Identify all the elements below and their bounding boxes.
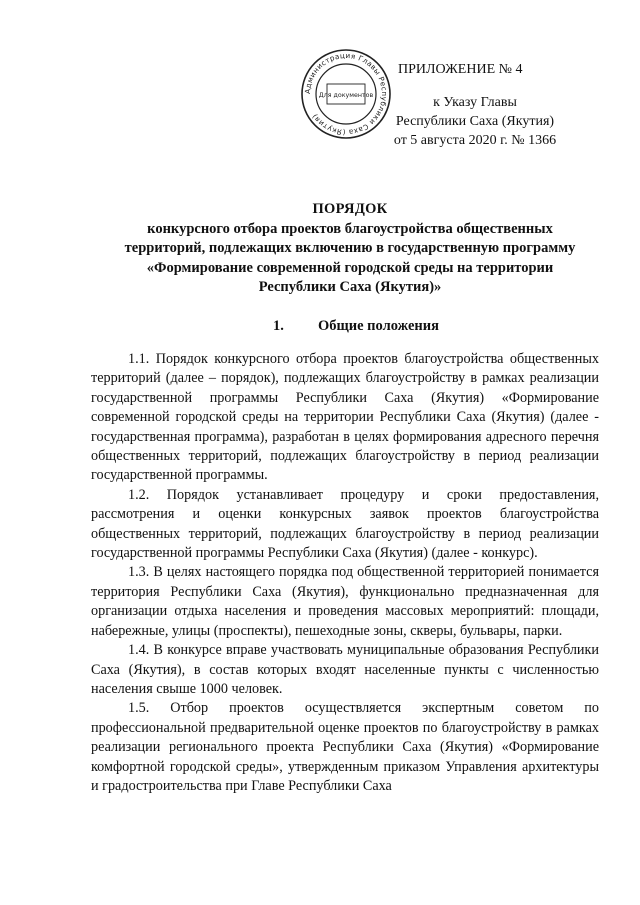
title-line-1: конкурсного отбора проектов благоустройства общественных [147, 220, 553, 237]
paragraph-1-3: 1.3. В целях настоящего порядка под общественной территорией понимается территория Республики Саха (Якутия), функционально предназначенная для организации отдыха населения и проведения массовых мероприятий: площади, набережные, улицы (проспекты), пешеходные зоны, скверы, бульвары, парки. [91, 564, 599, 639]
title-line-2: территорий, подлежащих включению в государственную программу [124, 240, 576, 256]
appendix-date-line: от 5 августа 2020 г. № 1366 [393, 133, 557, 148]
paragraph-1-1: 1.1. Порядок конкурсного отбора проектов благоустройства общественных территорий (далее – порядок), подлежащих благоустройству в рамках реализации государственной программы Республики Саха (Якутия) «Формирование современной городской среды на территории Республики Саха (Якутия) (далее - государственная программа), разработан в целях формирования адресного перечня общественных территорий, подлежащих благоустройству в период реализации государственной программы. [91, 351, 599, 484]
title-line-3: «Формирование современной городской среды на территории [146, 259, 554, 276]
svg-text:Администрация Главы Республики: Администрация Главы Республики Саха (Якутия) [302, 50, 390, 138]
paragraph-1-2: 1.2. Порядок устанавливает процедуру и сроки предоставления, рассмотрения и оценки конкурсных заявок проектов благоустройства общественных территорий, подлежащих благоустройству в период реализации государственной программы Республики Саха (Якутия) (далее - конкурс). [91, 486, 599, 562]
section-number: 1. [273, 318, 284, 334]
title-line-4: Республики Саха (Якутия)» [258, 279, 442, 295]
document-body [91, 350, 599, 796]
appendix-decree-line: к Указу Главы [433, 95, 517, 110]
svg-text:Для документов: Для документов [318, 92, 374, 99]
paragraph-1-4: 1.4. В конкурсе вправе участвовать муниципальные образования Республики Саха (Якутия), в состав которых входят населенные пункты с численностью населения свыше 1000 человек. [91, 642, 599, 697]
document-title [90, 200, 610, 298]
appendix-header [370, 60, 580, 150]
paragraph-1-5: 1.5. Отбор проектов осуществляется экспертным советом по профессиональной предварительной оценке проектов по благоустройству в рамках реализации регионального проекта Республики Саха (Якутия) «Формирование комфортной городской среды», утвержденным приказом Управления архитектуры и градостроительства при Главе Республики Саха [91, 700, 599, 794]
title-main: ПОРЯДОК [312, 201, 388, 217]
section-name: Общие положения [318, 318, 439, 334]
appendix-republic-line: Республики Саха (Якутия) [395, 114, 555, 129]
appendix-title: ПРИЛОЖЕНИЕ № 4 [398, 62, 523, 77]
